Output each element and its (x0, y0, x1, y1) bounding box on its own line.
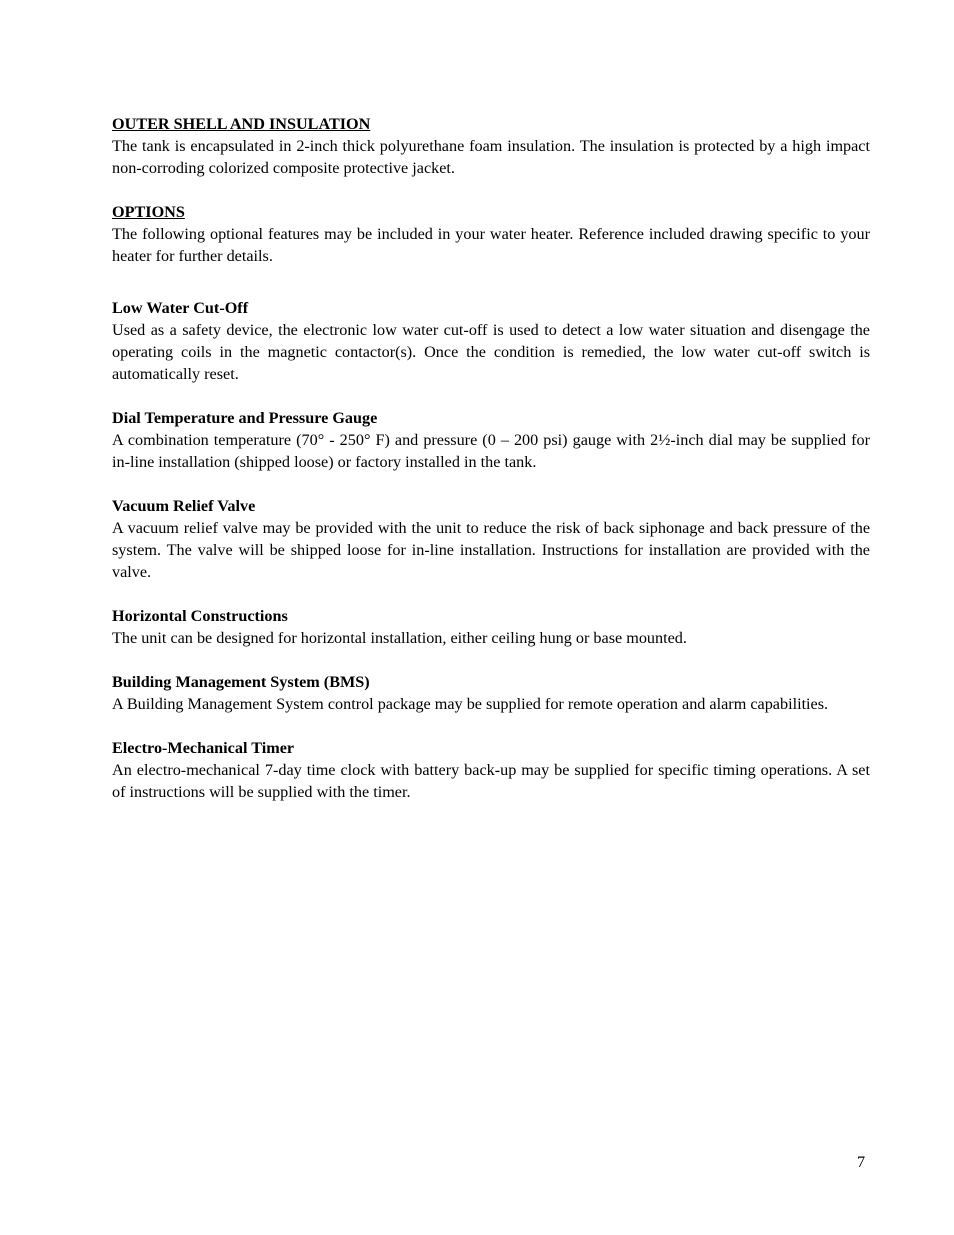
timer-heading: Electro-Mechanical Timer (112, 739, 295, 757)
bms-text: A Building Management System control package may be supplied for remote operation and alarm capabilities. (112, 695, 829, 713)
page-number: 7 (857, 1153, 866, 1171)
low-water-cutoff-heading: Low Water Cut-Off (112, 299, 249, 317)
horizontal-constructions-section (112, 605, 870, 649)
low-water-cutoff-section (112, 297, 870, 385)
outer-shell-heading: OUTER SHELL AND INSULATION (112, 115, 371, 133)
timer-section (112, 737, 870, 803)
page-content (112, 113, 870, 825)
dial-gauge-heading: Dial Temperature and Pressure Gauge (112, 409, 378, 427)
horizontal-constructions-text: The unit can be designed for horizontal installation, either ceiling hung or base mounted. (112, 629, 687, 647)
vacuum-relief-section (112, 495, 870, 583)
spacer (112, 289, 870, 297)
vacuum-relief-heading: Vacuum Relief Valve (112, 497, 256, 515)
bms-section (112, 671, 870, 715)
options-text: The following optional features may be included in your water heater. Reference included drawing specific to your heater for further details. (112, 225, 870, 265)
horizontal-constructions-heading: Horizontal Constructions (112, 607, 288, 625)
dial-gauge-text: A combination temperature (70° - 250° F) and pressure (0 – 200 psi) gauge with 2½-inch dial may be supplied for in-line installation (shipped loose) or factory installed in the tank. (112, 431, 870, 471)
vacuum-relief-text: A vacuum relief valve may be provided with the unit to reduce the risk of back siphonage and back pressure of the system. The valve will be shipped loose for in-line installation. Instructions for installation are provided with the valve. (112, 519, 870, 581)
outer-shell-section (112, 113, 870, 179)
options-heading: OPTIONS (112, 203, 185, 221)
outer-shell-text: The tank is encapsulated in 2-inch thick polyurethane foam insulation. The insulation is protected by a high impact non-corroding colorized composite protective jacket. (112, 137, 870, 177)
low-water-cutoff-text: Used as a safety device, the electronic low water cut-off is used to detect a low water situation and disengage the operating coils in the magnetic contactor(s). Once the condition is remedied, the low water cut-off switch is automatically reset. (112, 321, 870, 383)
timer-text: An electro-mechanical 7-day time clock with battery back-up may be supplied for specific timing operations. A set of instructions will be supplied with the timer. (112, 761, 870, 801)
bms-heading: Building Management System (BMS) (112, 673, 370, 691)
dial-gauge-section (112, 407, 870, 473)
options-section (112, 201, 870, 267)
